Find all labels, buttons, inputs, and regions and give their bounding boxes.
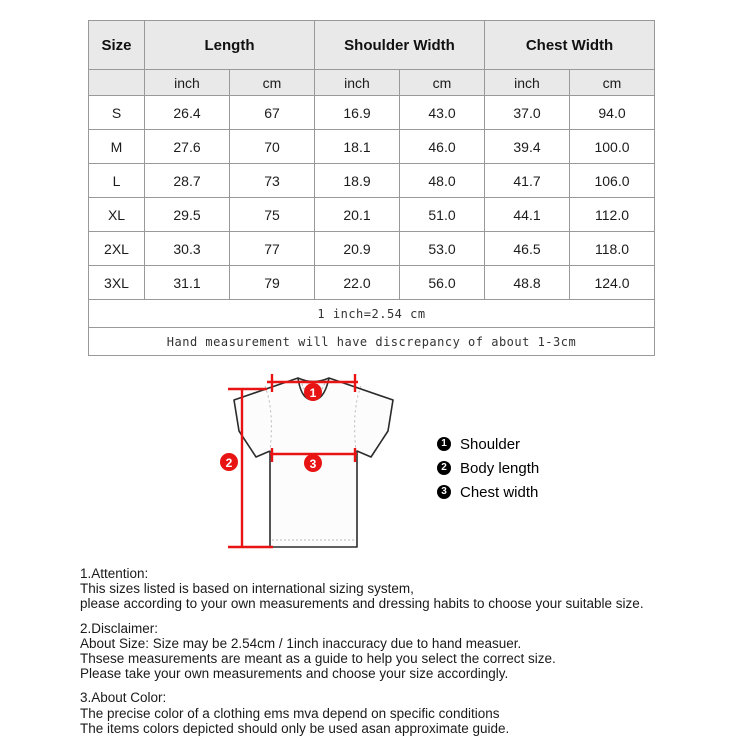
value-cell: 79 <box>230 266 315 300</box>
value-cell: 26.4 <box>145 96 230 130</box>
value-cell: 31.1 <box>145 266 230 300</box>
legend-number-badge: 2 <box>437 461 451 475</box>
table-row <box>89 164 655 198</box>
value-cell: 16.9 <box>315 96 400 130</box>
col-header-shoulder-width: Shoulder Width <box>315 21 485 70</box>
col-header-chest-width: Chest Width <box>485 21 655 70</box>
value-cell: 22.0 <box>315 266 400 300</box>
legend-item-label: Shoulder <box>460 435 521 453</box>
table-unit-row <box>89 70 655 96</box>
info-text-area <box>80 566 690 745</box>
text-section-line: The precise color of a clothing ems mva depend on specific conditions <box>80 705 500 721</box>
value-cell: 100.0 <box>570 130 655 164</box>
text-section-line: Please take your own measurements and choose your size accordingly. <box>80 666 509 682</box>
value-cell: 18.1 <box>315 130 400 164</box>
tshirt-measurement-diagram <box>205 362 455 557</box>
text-section-2 <box>80 621 690 682</box>
size-chart-table <box>88 20 655 356</box>
text-section-title: 1.Attention: <box>80 566 149 581</box>
text-section-line: This sizes listed is based on international sizing system, <box>80 581 414 597</box>
value-cell: 27.6 <box>145 130 230 164</box>
value-cell: 75 <box>230 198 315 232</box>
col-header-size: Size <box>89 21 145 70</box>
size-cell: M <box>89 130 145 164</box>
note-hand-measurement: Hand measurement will have discrepancy of about 1-3cm <box>89 328 655 356</box>
size-cell: S <box>89 96 145 130</box>
legend-item-label: Chest width <box>460 483 539 501</box>
value-cell: 48.8 <box>485 266 570 300</box>
value-cell: 94.0 <box>570 96 655 130</box>
unit-header: inch <box>145 70 230 96</box>
legend-number-badge: 1 <box>437 437 451 451</box>
value-cell: 51.0 <box>400 198 485 232</box>
value-cell: 53.0 <box>400 232 485 266</box>
unit-header: cm <box>570 70 655 96</box>
value-cell: 20.9 <box>315 232 400 266</box>
value-cell: 44.1 <box>485 198 570 232</box>
note-inch-conversion: 1 inch=2.54 cm <box>89 300 655 328</box>
marker-number-3: 3 <box>309 457 317 471</box>
text-section-line: The items colors depicted should only be used asan approximate guide. <box>80 720 510 736</box>
table-header-row <box>89 21 655 70</box>
table-row <box>89 198 655 232</box>
value-cell: 106.0 <box>570 164 655 198</box>
value-cell: 48.0 <box>400 164 485 198</box>
size-cell: 3XL <box>89 266 145 300</box>
text-section-1 <box>80 566 690 612</box>
value-cell: 30.3 <box>145 232 230 266</box>
text-section-line: please according to your own measurements and dressing habits to choose your suitable size. <box>80 596 644 612</box>
legend-item <box>437 480 539 504</box>
table-row <box>89 232 655 266</box>
legend-item <box>437 432 539 456</box>
marker-number-2: 2 <box>225 456 233 470</box>
measurement-legend <box>437 432 539 504</box>
table-row <box>89 96 655 130</box>
marker-number-1: 1 <box>309 386 317 400</box>
value-cell: 46.5 <box>485 232 570 266</box>
table-note-row <box>89 300 655 328</box>
value-cell: 124.0 <box>570 266 655 300</box>
value-cell: 37.0 <box>485 96 570 130</box>
text-section-3 <box>80 690 690 736</box>
size-cell: XL <box>89 198 145 232</box>
unit-header: cm <box>400 70 485 96</box>
legend-item <box>437 456 539 480</box>
value-cell: 39.4 <box>485 130 570 164</box>
text-section-line: About Size: Size may be 2.54cm / 1inch inaccuracy due to hand measuer. <box>80 635 522 651</box>
marker-chest-width <box>304 454 322 472</box>
table-body <box>89 96 655 300</box>
size-cell: L <box>89 164 145 198</box>
marker-body-length <box>220 453 238 471</box>
table-row <box>89 130 655 164</box>
value-cell: 43.0 <box>400 96 485 130</box>
col-header-length: Length <box>145 21 315 70</box>
unit-header: cm <box>230 70 315 96</box>
unit-header: inch <box>315 70 400 96</box>
unit-header: inch <box>485 70 570 96</box>
value-cell: 73 <box>230 164 315 198</box>
text-section-title: 2.Disclaimer: <box>80 620 159 636</box>
unit-header-empty <box>89 70 145 96</box>
marker-shoulder <box>304 383 322 401</box>
value-cell: 118.0 <box>570 232 655 266</box>
text-section-title: 3.About Color: <box>80 690 167 706</box>
text-section-line: Thsese measurements are meant as a guide to help you select the correct size. <box>80 651 556 667</box>
value-cell: 77 <box>230 232 315 266</box>
table-row <box>89 266 655 300</box>
table-note-row <box>89 328 655 356</box>
value-cell: 46.0 <box>400 130 485 164</box>
value-cell: 28.7 <box>145 164 230 198</box>
legend-item-label: Body length <box>460 459 540 477</box>
value-cell: 67 <box>230 96 315 130</box>
value-cell: 18.9 <box>315 164 400 198</box>
value-cell: 29.5 <box>145 198 230 232</box>
value-cell: 112.0 <box>570 198 655 232</box>
value-cell: 20.1 <box>315 198 400 232</box>
value-cell: 56.0 <box>400 266 485 300</box>
value-cell: 70 <box>230 130 315 164</box>
size-cell: 2XL <box>89 232 145 266</box>
value-cell: 41.7 <box>485 164 570 198</box>
legend-number-badge: 3 <box>437 485 451 499</box>
